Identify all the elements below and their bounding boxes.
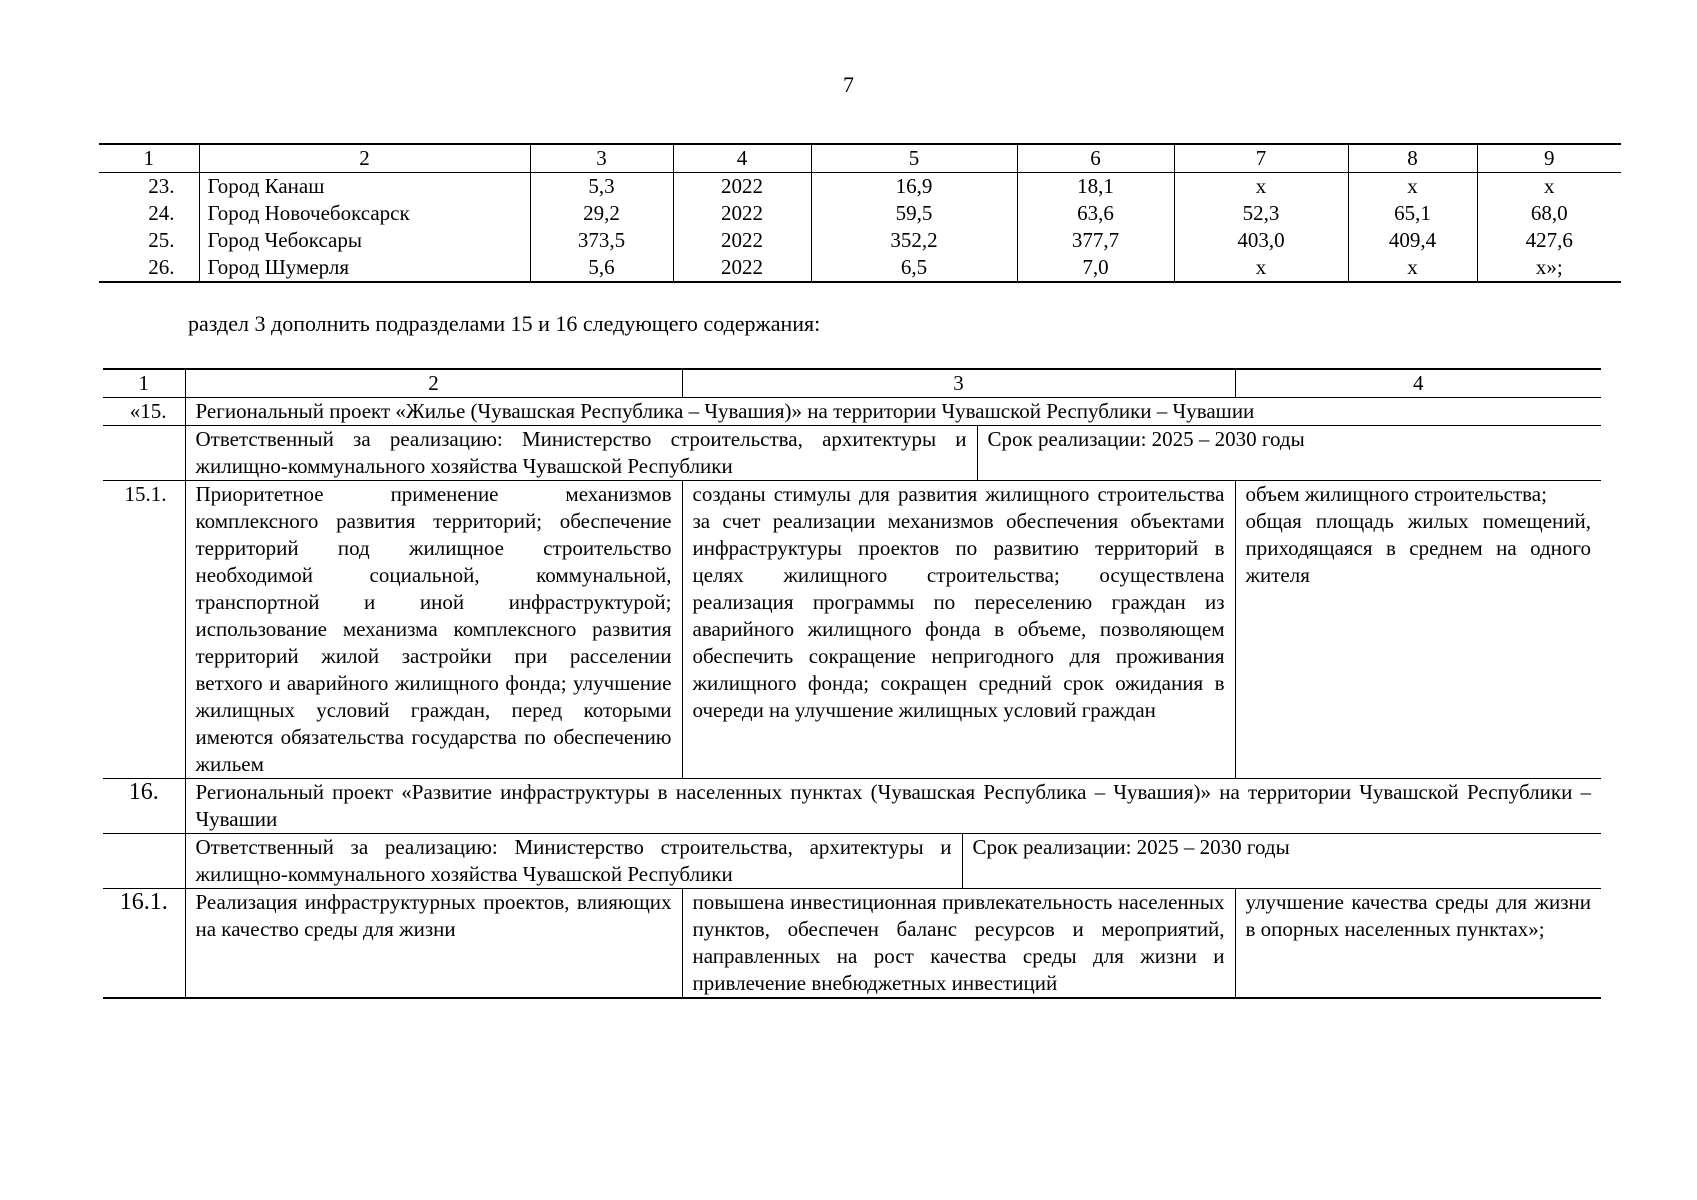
table-cell: 59,5: [811, 200, 1017, 227]
table-cell: 29,2: [530, 200, 673, 227]
city-name: Город Новочебоксарск: [199, 200, 530, 227]
table-cell: 427,6: [1477, 227, 1621, 254]
item-number: 16.1.: [103, 889, 185, 999]
empty-cell: [103, 426, 185, 481]
intro-paragraph: раздел 3 дополнить подразделами 15 и 16 следующего содержания:: [188, 311, 821, 336]
indicator-text: объем жилищного строительства;: [1245, 482, 1547, 506]
header-cell: 4: [673, 144, 811, 173]
item-result: созданы стимулы для развития жилищного строительства за счет реализации механизмов обеспечения объектами инфраструктуры проектов по развитию территорий в целях жилищного строительства; осуществлена реализация программы по переселению граждан из аварийного жилищного фонда в объеме, позволяющем обеспечить сокращение непригодного для проживания жилищного фонда; сокращен средний срок ожидания в очереди на улучшение жилищных условий граждан: [682, 481, 1235, 779]
table-cell: 2022: [673, 227, 811, 254]
item-row: [103, 481, 1601, 779]
section-title-row: [103, 398, 1601, 426]
section-number: «15.: [103, 398, 185, 426]
page-number: 7: [843, 72, 854, 97]
header-cell: 3: [682, 369, 1235, 398]
table-cell: 52,3: [1174, 200, 1348, 227]
empty-cell: [103, 834, 185, 889]
table-header-row: [99, 144, 1621, 173]
section-title: Региональный проект «Развитие инфраструктуры в населенных пунктах (Чувашская Республика – Чувашия)» на территории Чувашской Республики – Чувашии: [185, 779, 1601, 834]
header-cell: 4: [1235, 369, 1601, 398]
table-cell: 409,4: [1348, 227, 1477, 254]
header-cell: 2: [199, 144, 530, 173]
responsible-cell: [185, 426, 1601, 481]
item-indicators: улучшение качества среды для жизни в опорных населенных пунктах»;: [1235, 889, 1601, 999]
header-cell: 7: [1174, 144, 1348, 173]
table-cell: х: [1174, 173, 1348, 201]
item-row: [103, 889, 1601, 999]
table-row: [99, 227, 1621, 254]
row-number: 25.: [99, 227, 199, 254]
section-title: Региональный проект «Жилье (Чувашская Республика – Чувашия)» на территории Чувашской Республики – Чувашии: [185, 398, 1601, 426]
header-cell: 2: [185, 369, 682, 398]
responsible-text: Ответственный за реализацию: Министерство строительства, архитектуры и жилищно-коммунального хозяйства Чувашской Республики: [195, 835, 952, 886]
section-number: 16.: [103, 779, 185, 834]
table-row: [99, 173, 1621, 201]
table-cell: 68,0: [1477, 200, 1621, 227]
table-cell: 352,2: [811, 227, 1017, 254]
table-cell: 2022: [673, 173, 811, 201]
row-number: 24.: [99, 200, 199, 227]
table-cell: 65,1: [1348, 200, 1477, 227]
responsible-text: Ответственный за реализацию: Министерство строительства, архитектуры и жилищно-коммунального хозяйства Чувашской Республики: [195, 427, 967, 478]
table-cell: х: [1174, 254, 1348, 282]
header-cell: 3: [530, 144, 673, 173]
table-cell: х: [1348, 173, 1477, 201]
header-cell: 8: [1348, 144, 1477, 173]
table-header-row: [103, 369, 1601, 398]
table-cell: х: [1477, 173, 1621, 201]
city-name: Город Канаш: [199, 173, 530, 201]
item-description: Реализация инфраструктурных проектов, влияющих на качество среды для жизни: [185, 889, 682, 999]
table-cell: 18,1: [1017, 173, 1174, 201]
indicators-table: [99, 143, 1621, 283]
header-cell: 6: [1017, 144, 1174, 173]
table-cell: 373,5: [530, 227, 673, 254]
item-number: 15.1.: [103, 481, 185, 779]
responsible-row: [103, 834, 1601, 889]
table-cell: х: [1348, 254, 1477, 282]
table-cell: 7,0: [1017, 254, 1174, 282]
city-name: Город Шумерля: [199, 254, 530, 282]
section-title-row: [103, 779, 1601, 834]
responsible-cell: [185, 834, 1601, 889]
table-cell: 5,3: [530, 173, 673, 201]
row-number: 23.: [99, 173, 199, 201]
table-cell: 6,5: [811, 254, 1017, 282]
table-cell: х»;: [1477, 254, 1621, 282]
projects-table: [103, 368, 1601, 999]
term-text: Срок реализации: 2025 – 2030 годы: [977, 426, 1602, 480]
table-cell: 63,6: [1017, 200, 1174, 227]
item-indicators: [1235, 481, 1601, 779]
header-cell: 1: [99, 144, 199, 173]
table-cell: 403,0: [1174, 227, 1348, 254]
item-description: Приоритетное применение механизмов комплексного развития территорий; обеспечение территорий под жилищное строительство необходимой социальной, коммунальной, транспортной и иной инфраструктурой; использование механизма комплексного развития территорий жилой застройки при расселении ветхого и аварийного жилищного фонда; улучшение жилищных условий граждан, перед которыми имеются обязательства государства по обеспечению жильем: [185, 481, 682, 779]
city-name: Город Чебоксары: [199, 227, 530, 254]
header-cell: 1: [103, 369, 185, 398]
responsible-row: [103, 426, 1601, 481]
header-cell: 9: [1477, 144, 1621, 173]
row-number: 26.: [99, 254, 199, 282]
table-cell: 377,7: [1017, 227, 1174, 254]
header-cell: 5: [811, 144, 1017, 173]
term-text: Срок реализации: 2025 – 2030 годы: [962, 834, 1602, 888]
table-row: [99, 200, 1621, 227]
indicator-text: общая площадь жилых помещений, приходящаяся в среднем на одного жителя: [1245, 509, 1591, 587]
table-row: [99, 254, 1621, 282]
table-cell: 5,6: [530, 254, 673, 282]
table-cell: 16,9: [811, 173, 1017, 201]
table-cell: 2022: [673, 200, 811, 227]
item-result: повышена инвестиционная привлекательность населенных пунктов, обеспечен баланс ресурсов и мероприятий, направленных на рост качества среды для жизни и привлечение внебюджетных инвестиций: [682, 889, 1235, 999]
table-cell: 2022: [673, 254, 811, 282]
